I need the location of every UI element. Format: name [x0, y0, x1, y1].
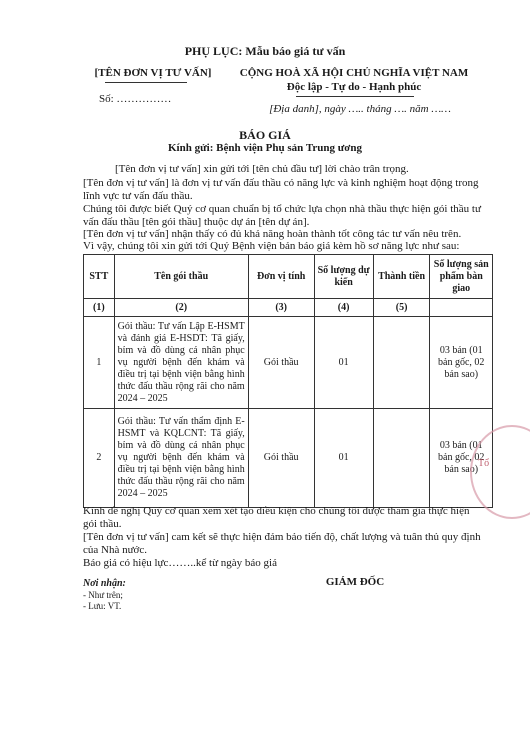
national-title: CỘNG HOÀ XÃ HỘI CHỦ NGHĨA VIỆT NAM [239, 67, 469, 79]
motto: Độc lập - Tự do - Hạnh phúc [286, 81, 422, 93]
table-row [84, 317, 493, 409]
col-number: (2) [114, 299, 248, 317]
recipient-item: - Lưu: VT. [83, 601, 122, 611]
row-stt: 2 [84, 409, 115, 508]
row-deliverables: 03 bản (01 bản gốc, 02 bản sao) [430, 317, 493, 409]
row-quantity: 01 [314, 409, 373, 508]
row-unit: Gói thầu [248, 409, 314, 508]
row-package-name: Gói thầu: Tư vấn thẩm định E-HSMT và KQLCNT: Tã giấy, bỉm và đồ dùng cá nhân phục vụ người bệnh đến khám và điều trị tại bệnh viện bằng hình thức đấu thầu rộng rãi cho năm 2024 – 2025 [114, 409, 248, 508]
quote-table [83, 254, 493, 508]
header-deliverables: Số lượng sản phẩm bàn giao [430, 255, 493, 299]
header-quantity: Số lượng dự kiến [314, 255, 373, 299]
known-paragraph: Chúng tôi được biết Quý cơ quan chuẩn bị tổ chức lựa chọn nhà thầu thực hiện gói thầu tư vấn đấu thầu [tên gói thầu] thuộc dự án [tên dự án]. [83, 203, 481, 228]
commitment-paragraph: [Tên đơn vị tư vấn] cam kết sẽ thực hiện đảm bảo tiến độ, chất lượng và tuân thủ quy định của Nhà nước. [83, 531, 481, 556]
recipient-line: Kính gửi: Bệnh viện Phụ sản Trung ương [167, 142, 363, 154]
row-amount [373, 317, 430, 409]
offer-paragraph: Vì vậy, chúng tôi xin gửi tới Quý Bệnh viện bản báo giá kèm hồ sơ năng lực như sau: [83, 240, 460, 252]
col-number: (4) [314, 299, 373, 317]
table-header-row [84, 255, 493, 299]
header-unit: Đơn vị tính [248, 255, 314, 299]
motto-underline [296, 96, 414, 97]
request-paragraph: Kính đề nghị Quý cơ quan xem xét tạo điều kiện cho chúng tôi được tham gia thực hiện gói thầu. [83, 505, 470, 530]
table-row [84, 409, 493, 508]
col-number: (5) [373, 299, 430, 317]
row-package-name: Gói thầu: Tư vấn Lập E-HSMT và đánh giá E-HSDT: Tã giấy, bỉm và đồ dùng cá nhân phục vụ người bệnh đến khám và điều trị tại bệnh viện bằng hình thức đấu thầu rộng rãi cho năm 2024 – 2025 [114, 317, 248, 409]
col-number [430, 299, 493, 317]
doc-number: Số: …………… [99, 93, 172, 105]
header-stt: STT [84, 255, 115, 299]
greeting-paragraph: [Tên đơn vị tư vấn] xin gửi tới [tên chủ đầu tư] lời chào trân trọng. [115, 163, 409, 175]
place-date: [Địa danh], ngày ….. tháng …. năm …… [269, 103, 451, 115]
document-title: BÁO GIÁ [239, 128, 291, 142]
org-underline [105, 82, 187, 83]
header-package-name: Tên gói thầu [114, 255, 248, 299]
row-amount [373, 409, 430, 508]
recipients-label: Nơi nhận: [83, 578, 126, 589]
capability-paragraph: [Tên đơn vị tư vấn] nhận thấy có đủ khả năng hoàn thành tốt công tác tư vấn nêu trên. [83, 228, 462, 240]
row-unit: Gói thầu [248, 317, 314, 409]
col-number: (3) [248, 299, 314, 317]
col-number: (1) [84, 299, 115, 317]
recipient-item: - Như trên; [83, 590, 123, 600]
row-deliverables: 03 bản (01 bản gốc, 02 bản sao) [430, 409, 493, 508]
row-stt: 1 [84, 317, 115, 409]
header-amount: Thành tiền [373, 255, 430, 299]
signer-title: GIÁM ĐỐC [325, 576, 385, 588]
intro-paragraph: [Tên đơn vị tư vấn] là đơn vị tư vấn đấu thầu có năng lực và kinh nghiệm hoạt động trong lĩnh vực tư vấn đấu thầu. [83, 177, 479, 202]
appendix-title: PHỤ LỤC: Mẫu báo giá tư vấn [184, 44, 346, 58]
org-name: [TÊN ĐƠN VỊ TƯ VẤN] [94, 67, 212, 79]
validity-paragraph: Báo giá có hiệu lực……..kể từ ngày báo giá [83, 557, 277, 569]
row-quantity: 01 [314, 317, 373, 409]
stamp-text: Tổ [478, 458, 490, 469]
column-number-row [84, 299, 493, 317]
